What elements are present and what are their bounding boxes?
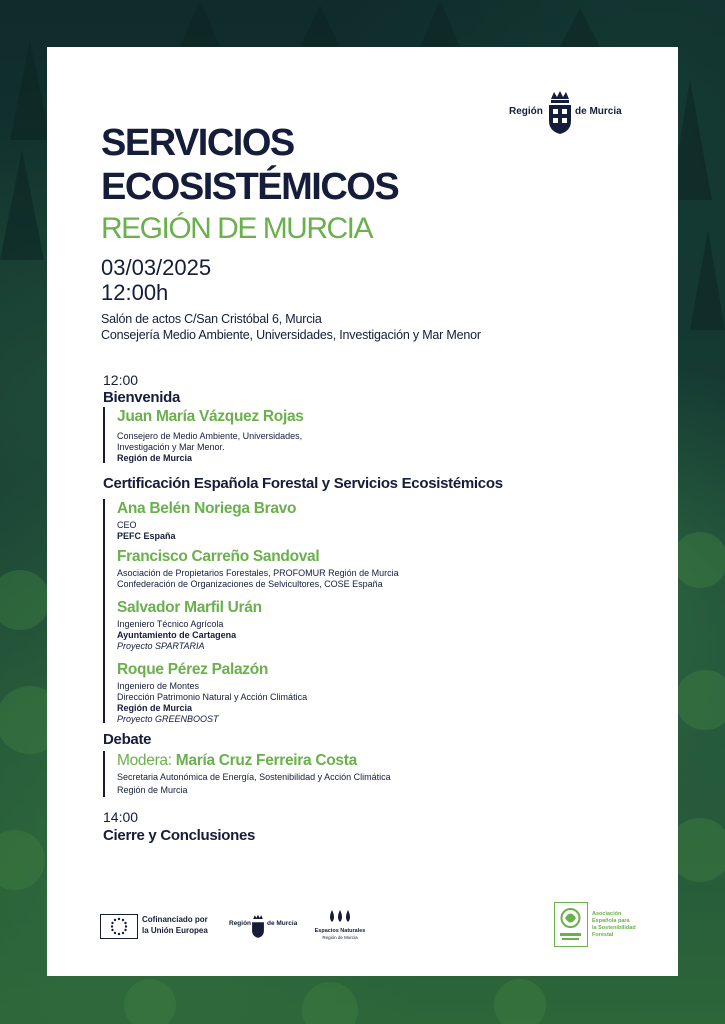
event-time: 12:00h (101, 280, 169, 305)
section-closing: Cierre y Conclusiones (103, 827, 256, 844)
crest-icon (251, 912, 265, 940)
section-divider (103, 751, 105, 797)
speaker-role: Ingeniero Técnico Agrícola (117, 619, 224, 629)
speaker-name: Juan María Vázquez Rojas (117, 408, 304, 425)
moderator-label: Modera: (117, 752, 172, 769)
speaker-role: Dirección Patrimonio Natural y Acción Climática (117, 692, 308, 702)
speaker-role: Secretaria Autonómica de Energía, Sostenibilidad y Acción Climática (117, 772, 391, 782)
speaker-org: PEFC España (117, 531, 176, 541)
pefc-label: Asociación (592, 911, 622, 917)
section-divider (103, 499, 105, 723)
speaker-org: Región de Murcia (117, 453, 193, 463)
drops-icon (328, 908, 352, 926)
speaker-org: Ayuntamiento de Cartagena (117, 630, 237, 640)
pefc-label: Española para (592, 918, 630, 924)
subtitle: REGIÓN DE MURCIA (101, 212, 373, 245)
section-certification: Certificación Española Forestal y Servicios Ecosistémicos (103, 475, 503, 492)
eu-label-line2: la Unión Europea (142, 926, 208, 935)
speaker-role: Ingeniero de Montes (117, 681, 200, 691)
section-welcome: Bienvenida (103, 389, 181, 406)
speaker-project: Proyecto GREENBOOST (117, 714, 219, 724)
espacios-naturales-logo: Espacios Naturales Región de Murcia (310, 908, 370, 944)
eu-label-line1: Cofinanciado por (142, 915, 208, 924)
title-line-2: ECOSISTÉMICOS (101, 166, 399, 208)
speaker-org: Región de Murcia (117, 703, 193, 713)
program-time-end: 14:00 (103, 809, 139, 825)
speaker-role: Asociación de Propietarios Forestales, PROFOMUR Región de Murcia (117, 568, 399, 578)
pefc-logo-icon (554, 902, 588, 947)
speaker-name: Ana Belén Noriega Bravo (117, 500, 297, 517)
section-debate: Debate (103, 731, 152, 748)
event-poster-card (47, 47, 678, 976)
footer-logos (47, 902, 678, 952)
pefc-label: Forestal (592, 932, 614, 938)
speaker-project: Proyecto SPARTARIA (117, 641, 205, 651)
moderator (117, 752, 357, 770)
speaker-org: Región de Murcia (117, 785, 188, 795)
moderator-name: María Cruz Ferreira Costa (175, 752, 357, 769)
speaker-role: CEO (117, 520, 137, 530)
eu-flag-icon (100, 914, 138, 939)
section-divider (103, 407, 105, 463)
speaker-role: Consejero de Medio Ambiente, Universidades, (117, 431, 303, 441)
program-time-start: 12:00 (103, 372, 139, 388)
venue-institution: Consejería Medio Ambiente, Universidades, Investigación y Mar Menor (101, 328, 481, 342)
event-date: 03/03/2025 (101, 255, 212, 280)
venue-address: Salón de actos C/San Cristóbal 6, Murcia (101, 312, 322, 326)
speaker-name: Salvador Marfil Urán (117, 599, 262, 616)
pefc-label: la Sostenibilidad (592, 925, 636, 931)
speaker-role: Investigación y Mar Menor. (117, 442, 225, 452)
region-murcia-logo-small: Región de Murcia (229, 912, 299, 942)
region-murcia-logo: Región de Murcia (509, 89, 629, 137)
speaker-name: Roque Pérez Palazón (117, 661, 269, 678)
title-line-1: SERVICIOS (101, 122, 294, 164)
speaker-role: Confederación de Organizaciones de Selvicultores, COSE España (117, 579, 383, 589)
crest-icon (547, 89, 573, 135)
speaker-name: Francisco Carreño Sandoval (117, 548, 320, 565)
